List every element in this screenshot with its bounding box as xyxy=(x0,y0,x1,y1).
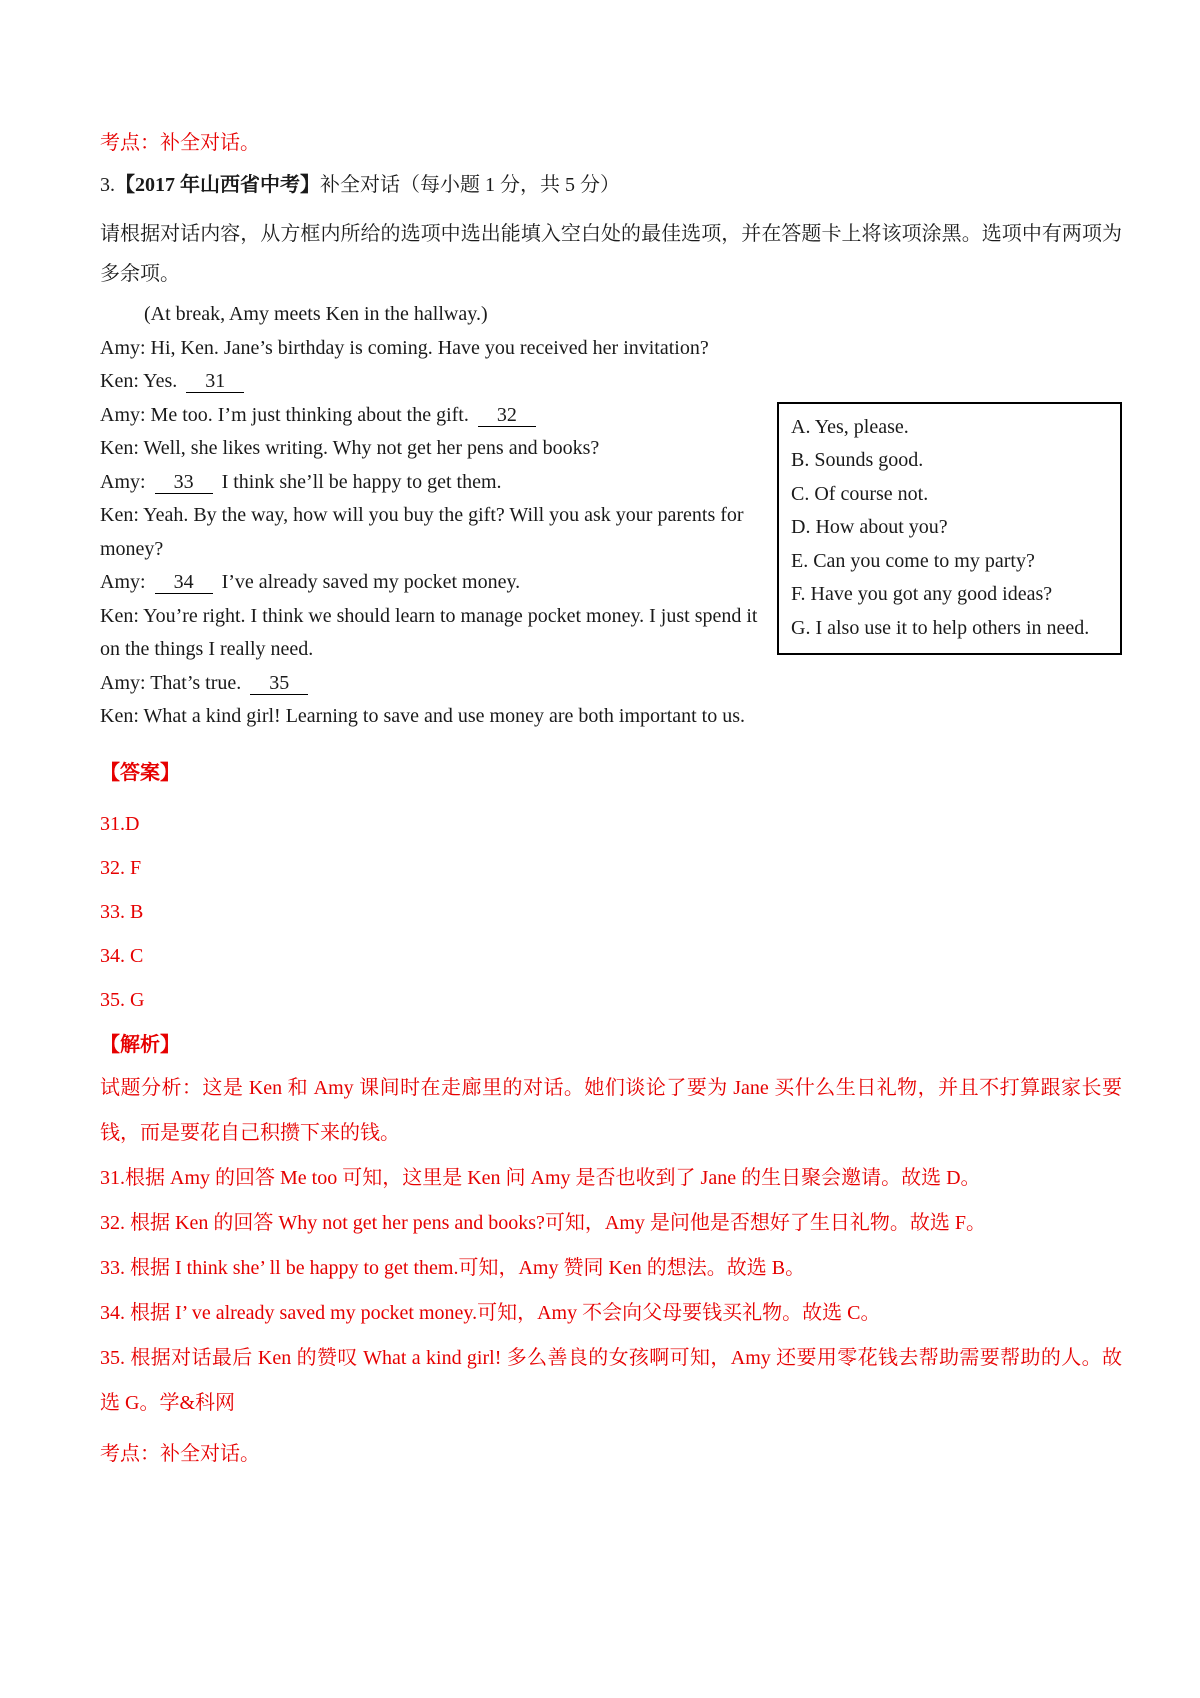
dialogue-line-amy-5 xyxy=(100,667,1122,701)
question-title: 补全对话（每小题 1 分，共 5 分） xyxy=(320,174,620,196)
topic-note-top: 考点：补全对话。 xyxy=(100,132,260,154)
options-box xyxy=(777,402,1122,655)
blank-31-number: 31 xyxy=(205,370,226,392)
blank-35 xyxy=(250,672,308,695)
dialogue-text: Amy: xyxy=(100,470,146,493)
option-a: A. Yes, please. xyxy=(791,415,909,438)
answers-label: 【答案】 xyxy=(100,761,180,784)
analysis-item-31: 31.根据 Amy 的回答 Me too 可知，这里是 Ken 问 Amy 是否也收到了 Jane 的生日聚会邀请。故选 D。 xyxy=(100,1166,981,1189)
option-g: G. I also use it to help others in need. xyxy=(791,617,1090,640)
question-source: 【2017 年山西省中考】 xyxy=(115,174,320,196)
dialogue-line-ken-5: Ken: What a kind girl! Learning to save and use money are both important to us. xyxy=(100,705,746,727)
answer-34: 34. C xyxy=(100,944,144,967)
scene-line: (At break, Amy meets Ken in the hallway.) xyxy=(144,303,488,325)
dialogue-line-ken-4: Ken: You’re right. I think we should learn to manage pocket money. I just spend it on the things I really need. xyxy=(100,604,758,660)
option-f: F. Have you got any good ideas? xyxy=(791,583,1053,606)
blank-32-number: 32 xyxy=(496,403,517,426)
option-b: B. Sounds good. xyxy=(791,449,924,472)
option-d: D. How about you? xyxy=(791,516,948,539)
topic-note-bottom: 考点：补全对话。 xyxy=(100,1442,260,1465)
answer-31: 31.D xyxy=(100,812,140,835)
dialogue-text: Amy: That’s true. xyxy=(100,671,242,694)
answer-32: 32. F xyxy=(100,856,142,879)
question-number: 3. xyxy=(100,174,115,196)
analysis-item-35: 35. 根据对话最后 Ken 的赞叹 What a kind girl! 多么善良的女孩啊可知，Amy 还要用零花钱去帮助需要帮助的人。故选 G。学&科网 xyxy=(100,1346,1122,1414)
answer-33: 33. B xyxy=(100,900,144,923)
blank-34-number: 34 xyxy=(173,571,194,593)
answers-section xyxy=(100,760,1122,1012)
blank-33 xyxy=(155,471,213,494)
dialogue-line-ken-1 xyxy=(100,365,1122,399)
option-e: E. Can you come to my party? xyxy=(791,549,1035,572)
dialogue-text: I think she’ll be happy to get them. xyxy=(221,470,502,493)
blank-32 xyxy=(478,404,536,427)
analysis-item-34: 34. 根据 I’ ve already saved my pocket money.可知，Amy 不会向父母要钱买礼物。故选 C。 xyxy=(100,1301,881,1324)
dialogue-text: I’ve already saved my pocket money. xyxy=(221,571,521,593)
option-c: C. Of course not. xyxy=(791,482,929,505)
dialogue-line-ken-3: Ken: Yeah. By the way, how will you buy the gift? Will you ask your parents for money? xyxy=(100,504,744,560)
analysis-intro: 试题分析：这是 Ken 和 Amy 课间时在走廊里的对话。她们谈论了要为 Jane 买什么生日礼物，并且不打算跟家长要钱，而是要花自己积攒下来的钱。 xyxy=(100,1076,1122,1144)
blank-33-number: 33 xyxy=(173,470,194,493)
answer-35: 35. G xyxy=(100,988,145,1011)
analysis-section xyxy=(100,1032,1122,1477)
dialogue-line-ken-2: Ken: Well, she likes writing. Why not get her pens and books? xyxy=(100,437,600,459)
dialogue-line-amy-1: Amy: Hi, Ken. Jane’s birthday is coming. Have you received her invitation? xyxy=(100,336,709,359)
blank-31 xyxy=(186,370,244,393)
dialogue-text: Amy: xyxy=(100,571,146,593)
analysis-item-32: 32. 根据 Ken 的回答 Why not get her pens and books?可知，Amy 是问他是否想好了生日礼物。故选 F。 xyxy=(100,1211,987,1234)
dialogue-section xyxy=(100,298,1122,734)
blank-35-number: 35 xyxy=(269,671,290,694)
analysis-item-33: 33. 根据 I think she’ ll be happy to get them.可知，Amy 赞同 Ken 的想法。故选 B。 xyxy=(100,1256,806,1279)
dialogue-text: Amy: Me too. I’m just thinking about the gift. xyxy=(100,403,469,426)
analysis-label: 【解析】 xyxy=(100,1033,180,1056)
blank-34 xyxy=(155,571,213,594)
question-heading xyxy=(100,172,1122,198)
question-instructions: 请根据对话内容，从方框内所给的选项中选出能填入空白处的最佳选项，并在答题卡上将该项涂黑。选项中有两项为多余项。 xyxy=(100,223,1122,285)
dialogue-text: Ken: Yes. xyxy=(100,370,178,392)
